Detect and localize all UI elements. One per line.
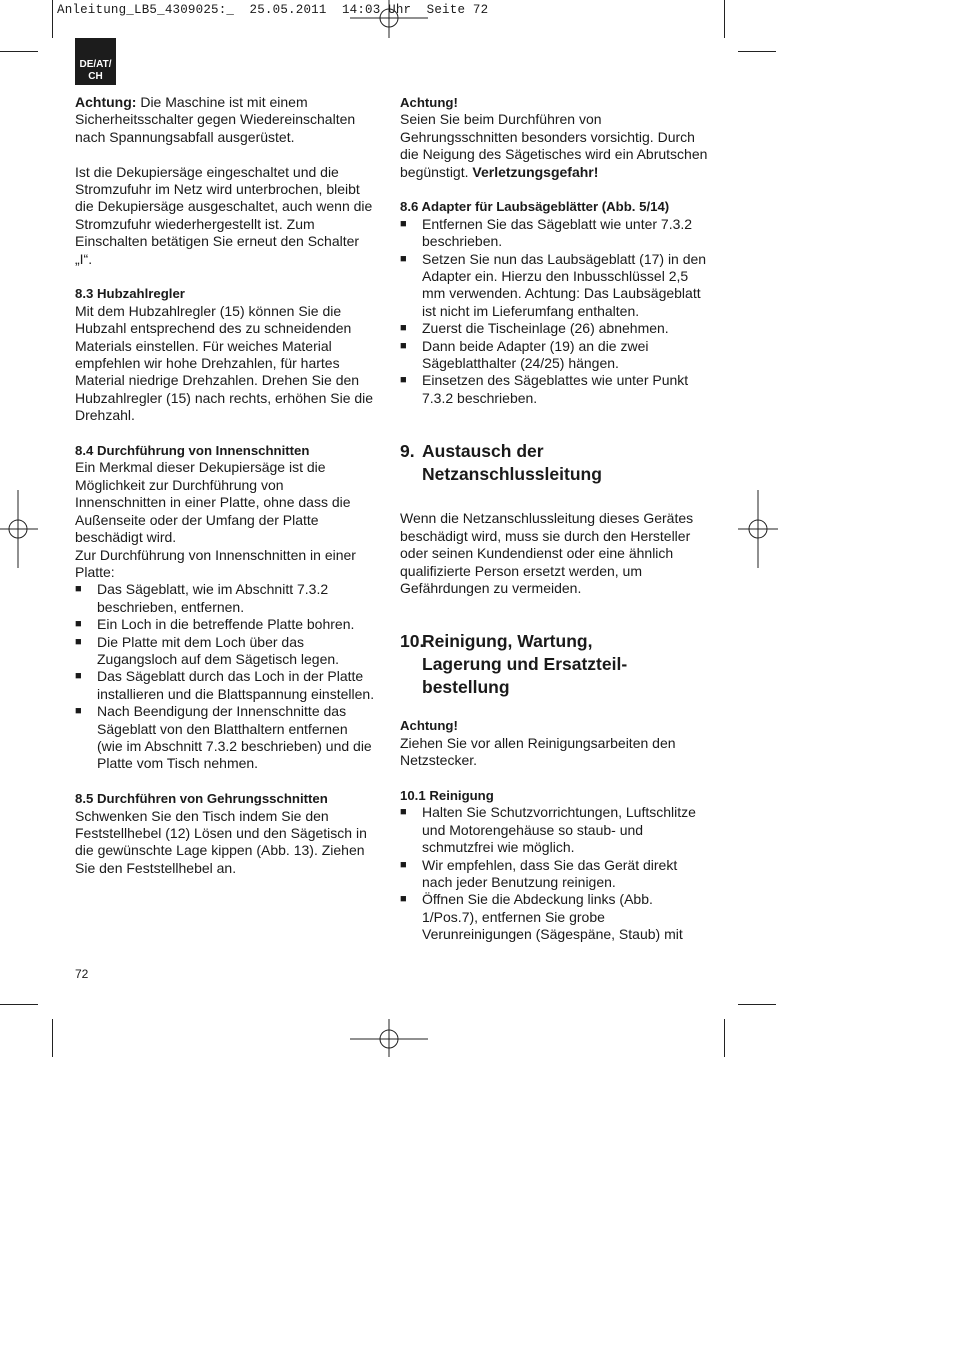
- section-title-8-5: 8.5 Durchführen von Gehrungsschnitten: [75, 791, 328, 807]
- language-badge-line: DE/AT/: [79, 59, 112, 70]
- crop-mark: [0, 1004, 38, 1005]
- paragraph: [400, 111, 710, 181]
- warning-title: Achtung!: [400, 718, 458, 734]
- warning-emphasis: Verletzungsgefahr!: [472, 163, 599, 180]
- list-item: ■ Halten Sie Schutzvorrichtungen, Luftschlitze und Motorengehäuse so staub- und schmutzfrei wie möglich.: [400, 804, 710, 856]
- section-title-10-1: 10.1 Reinigung: [400, 787, 494, 803]
- paragraph: Ist die Dekupiersäge eingeschaltet und die Stromzufuhr im Netz wird unterbrochen, bleibt die Dekupiersäge ausgeschaltet, auch wenn die Stromzufuhr wiederhergestellt ist. Zum Einschalten betätigen Sie erneut den Schalter „I“.: [75, 163, 373, 267]
- print-header: Anleitung_LB5_4309025:_ 25.05.2011 14:03 Uhr Seite 72: [57, 3, 489, 17]
- crop-mark: [738, 51, 776, 52]
- page-number: 72: [75, 967, 89, 981]
- crop-mark: [0, 51, 38, 52]
- list-item: ■ Die Platte mit dem Loch über das Zugangsloch auf dem Sägetisch legen.: [75, 634, 375, 669]
- chapter-title-line: bestellung: [422, 677, 510, 698]
- warning-label: Achtung:: [75, 94, 137, 110]
- paragraph: [75, 94, 375, 146]
- registration-mark-bottom: [350, 1019, 428, 1057]
- language-badge: [75, 38, 116, 85]
- registration-mark-right: [738, 490, 778, 568]
- paragraph: Ein Merkmal dieser Dekupiersäge ist die Möglichkeit zur Durchführung von Innenschnitten in einer Platte, ohne dass die Außenseite oder der Umfang der Platte beschädigt wird.: [75, 459, 351, 546]
- paragraph: Schwenken Sie den Tisch indem Sie den Feststellhebel (12) Lösen und den Sägetisch in die gewünschte Lage kippen (Abb. 13). Ziehen Sie den Feststellhebel an.: [75, 807, 367, 876]
- chapter-title-line: Austausch der: [422, 441, 544, 462]
- warning-title: Achtung!: [400, 95, 458, 110]
- paragraph: Wenn die Netzanschlussleitung dieses Gerätes beschädigt wird, muss sie durch den Hersteller oder seinen Kundendienst oder eine ähnlich qualifizierte Person ersetzt werden, um Gefährdungen zu vermeiden.: [400, 510, 694, 596]
- list-item: ■ Nach Beendigung der Innenschnitte das Sägeblatt von den Blatthaltern entfernen (wie im Abschnitt 7.3.2 beschrieben) und die Platte vom Tisch nehmen.: [75, 703, 375, 773]
- chapter-title-line: Reinigung, Wartung,: [422, 631, 593, 652]
- list-item: ■ Einsetzen des Sägeblattes wie unter Punkt 7.3.2 beschrieben.: [400, 372, 710, 407]
- crop-mark: [724, 1019, 725, 1057]
- chapter-number: 10.: [400, 631, 425, 652]
- paragraph: Ziehen Sie vor allen Reinigungsarbeiten den Netzstecker.: [400, 734, 676, 769]
- warning-text: Seien Sie beim Durchführen von Gehrungsschnitten besonders vorsichtig. Durch die Neigung des Sägetisches wird ein Abrutschen begünstigt.: [400, 111, 708, 180]
- crop-mark: [52, 1019, 53, 1057]
- chapter-number: 9.: [400, 441, 415, 462]
- chapter-title-line: Netzanschlussleitung: [422, 464, 602, 485]
- chapter-title-line: Lagerung und Ersatzteil-: [422, 654, 628, 675]
- section-title-8-3: 8.3 Hubzahlregler: [75, 286, 185, 302]
- bullet-list: [400, 804, 710, 943]
- list-item: ■ Dann beide Adapter (19) an die zwei Sägeblatthalter (24/25) hängen.: [400, 338, 710, 373]
- crop-mark: [724, 0, 725, 38]
- right-column: [400, 94, 710, 944]
- chapter-heading-10: [400, 630, 710, 699]
- list-item: ■ Öffnen Sie die Abdeckung links (Abb. 1/Pos.7), entfernen Sie grobe Verunreinigungen (Sägespäne, Staub) mit: [400, 891, 710, 943]
- bullet-list: [400, 216, 710, 407]
- warning-text: Die Maschine ist mit einem Sicherheitsschalter gegen Wiedereinschalten nach Spannungsabfall ausgerüstet.: [75, 94, 356, 145]
- list-item: ■ Wir empfehlen, dass Sie das Gerät direkt nach jeder Benutzung reinigen.: [400, 857, 710, 892]
- list-item: ■ Setzen Sie nun das Laubsägeblatt (17) in den Adapter ein. Hierzu den Inbusschlüssel 2,5 mm verwenden. Achtung: Das Laubsägeblatt ist nicht im Lieferumfang enthalten.: [400, 251, 710, 321]
- bullet-list: [75, 581, 375, 772]
- list-item: ■ Das Sägeblatt, wie im Abschnitt 7.3.2 beschrieben, entfernen.: [75, 581, 375, 616]
- list-item: ■ Entfernen Sie das Sägeblatt wie unter 7.3.2 beschrieben.: [400, 216, 710, 251]
- crop-mark: [738, 1004, 776, 1005]
- list-item: ■ Das Sägeblatt durch das Loch in der Platte installieren und die Blattspannung einstellen.: [75, 668, 375, 703]
- section-title-8-6: 8.6 Adapter für Laubsägeblätter (Abb. 5/14): [400, 199, 670, 215]
- list-item: ■ Zuerst die Tischeinlage (26) abnehmen.: [400, 320, 710, 337]
- chapter-heading-9: [400, 440, 710, 486]
- language-badge-line: CH: [88, 71, 103, 82]
- crop-mark: [52, 0, 53, 38]
- registration-mark-left: [0, 490, 38, 568]
- section-title-8-4: 8.4 Durchführung von Innenschnitten: [75, 443, 310, 459]
- paragraph: Zur Durchführung von Innenschnitten in einer Platte:: [75, 546, 356, 580]
- list-item: ■ Ein Loch in die betreffende Platte bohren.: [75, 616, 375, 633]
- left-column: [75, 94, 375, 877]
- paragraph: Mit dem Hubzahlregler (15) können Sie die Hubzahl entsprechend des zu schneidenden Materials einstellen. Für weiches Material empfehlen wir hohe Drehzahlen, für hartes Material niedrige Drehzahlen. Drehen Sie den Hubzahlregler (15) nach rechts, erhöhen Sie die Drehzahl.: [75, 302, 374, 424]
